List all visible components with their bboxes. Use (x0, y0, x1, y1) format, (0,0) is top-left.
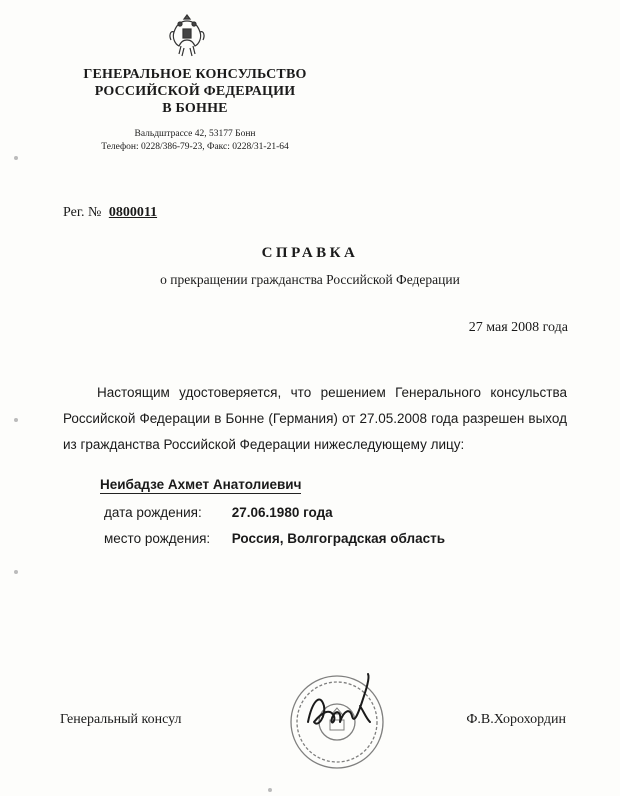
consulate-address: Вальдштрассе 42, 53177 Бонн (134, 129, 256, 139)
document-body-text: Настоящим удостоверяется, что решением Генерального консульства Российской Федерации в Бонне (Германия) от 27.05.2008 года разрешен выход из гражданства Российской Федерации нижеследующему лицу: (63, 385, 567, 452)
scan-speck (14, 570, 18, 574)
birth-place-row (104, 531, 445, 546)
document-date: 27 мая 2008 года (468, 320, 568, 335)
birth-date-row (104, 505, 333, 520)
consulate-phones: Телефон: 0228/386-79-23, Факс: 0228/31-21-64 (101, 142, 289, 152)
document-subtitle: о прекращении гражданства Российской Федерации (160, 272, 460, 287)
consulate-name (70, 66, 320, 117)
registration-number (63, 205, 157, 221)
consulate-line-3: В БОННЕ (162, 101, 228, 116)
handwritten-signature-icon (300, 672, 380, 742)
birth-date-label: дата рождения: (104, 505, 202, 520)
consulate-line-2: РОССИЙСКОЙ ФЕДЕРАЦИИ (94, 84, 296, 99)
birth-place-value: Россия, Волгоградская область (231, 531, 446, 546)
birth-date-value: 27.06.1980 года (231, 505, 333, 520)
scan-speck (14, 418, 18, 422)
registration-label: Рег. № (63, 205, 102, 220)
consulate-contacts (80, 128, 310, 154)
consulate-line-1: ГЕНЕРАЛЬНОЕ КОНСУЛЬСТВО (83, 67, 307, 82)
scan-speck (14, 156, 18, 160)
registration-value: 0800011 (108, 205, 158, 220)
birth-place-label: место рождения: (104, 531, 211, 546)
person-name: Неибадзе Ахмет Анатолиевич (100, 477, 302, 492)
signatory-title: Генеральный консул (60, 712, 182, 727)
coat-of-arms-icon (168, 12, 206, 58)
document-body (63, 380, 567, 458)
scan-speck (268, 788, 272, 792)
signatory-name: Ф.В.Хорохордин (466, 712, 566, 727)
document-title: СПРАВКА (261, 245, 359, 261)
